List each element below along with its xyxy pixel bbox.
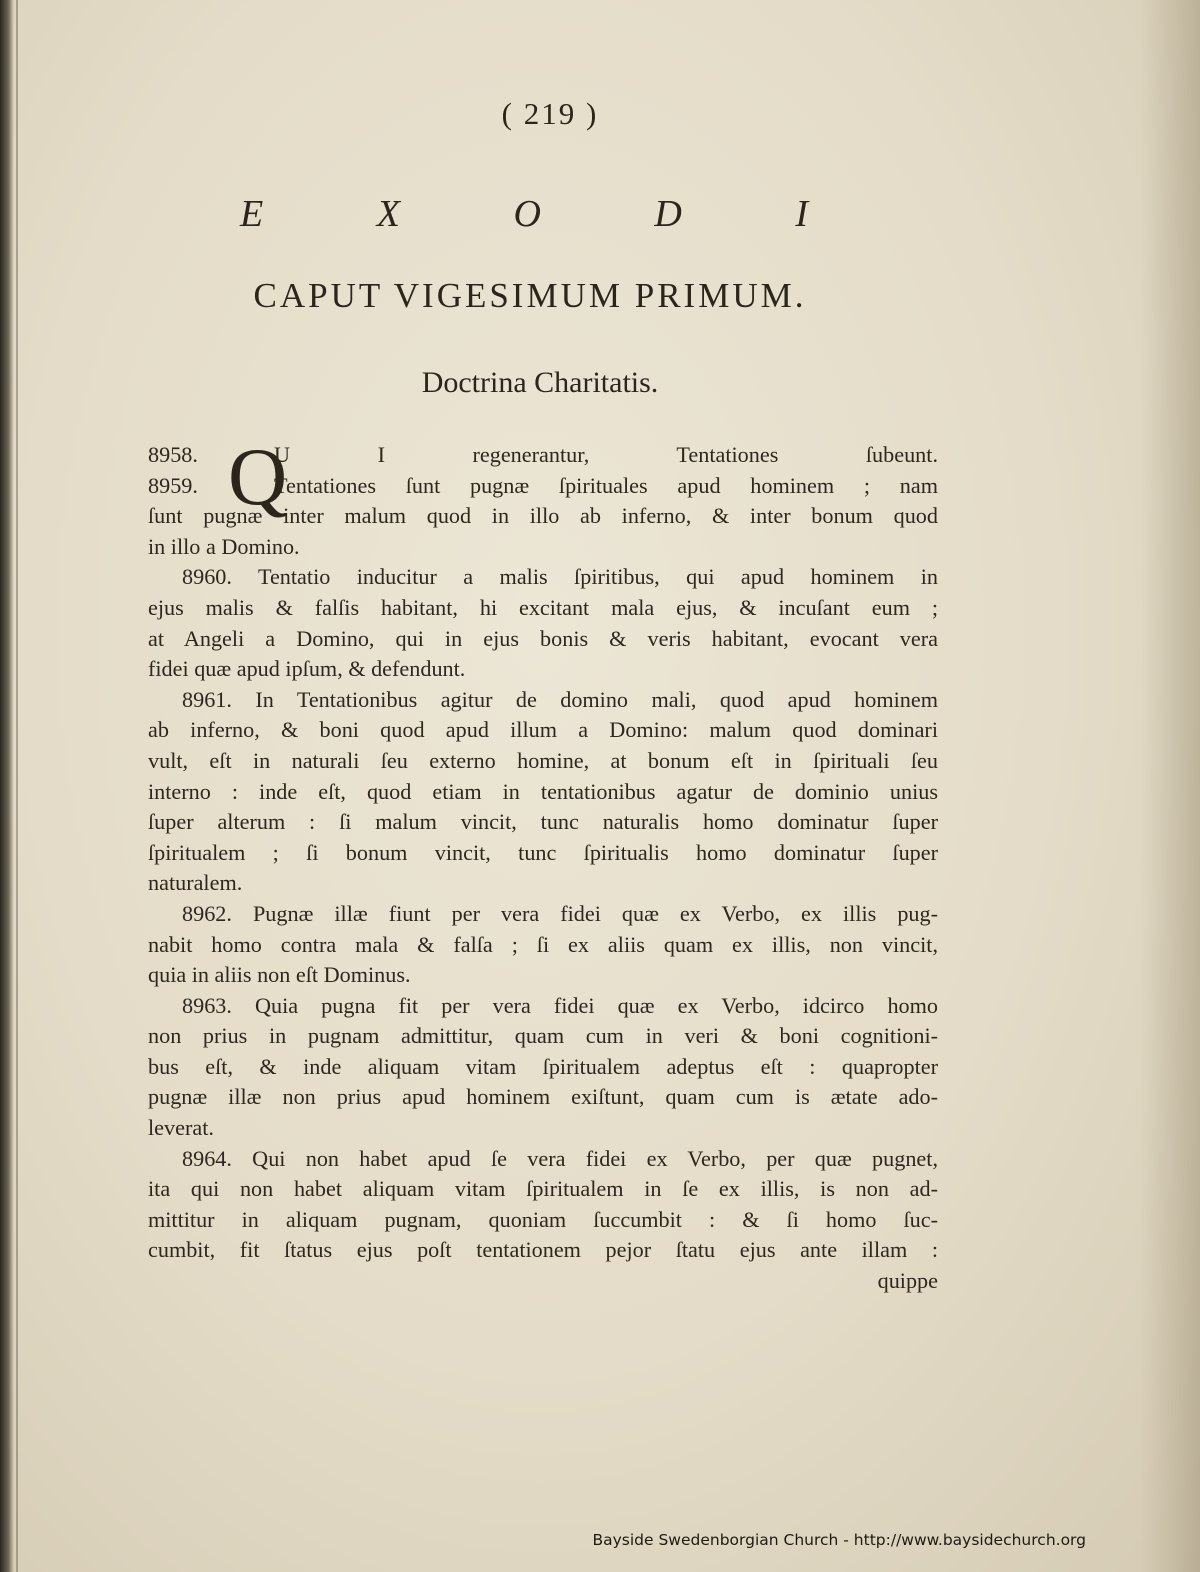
book-title: E X O D I	[240, 193, 860, 235]
paragraph-number: 8958.	[148, 442, 198, 467]
text-line: 8961. In Tentationibus agitur de domino mali, quod apud hominem	[182, 686, 938, 712]
watermark: Bayside Swedenborgian Church - http://www.baysidechurch.org	[592, 1531, 1086, 1549]
text-line: quia in aliis non eſt Dominus.	[148, 962, 411, 988]
chapter-title: CAPUT VIGESIMUM PRIMUM.	[253, 276, 807, 315]
text-line-content: U I regenerantur, Tentationes ſubeunt.	[274, 442, 938, 467]
text-line: leverat.	[148, 1115, 214, 1141]
text-line-second	[148, 471, 938, 502]
paragraph-number: 8959.	[148, 472, 198, 498]
catchword: quippe	[877, 1268, 938, 1294]
dropcap-lines	[148, 440, 938, 501]
text-line: 8960. Tentatio inducitur a malis ſpiritibus, qui apud hominem in	[182, 564, 938, 590]
text-line: non prius in pugnam admittitur, quam cum in veri & boni cognitioni-	[148, 1023, 938, 1049]
text-line: ejus malis & falſis habitant, hi excitant mala ejus, & incuſant eum ;	[148, 594, 938, 620]
text-line: ſunt pugnæ inter malum quod in illo ab inferno, & inter bonum quod	[148, 503, 938, 529]
text-line: ita qui non habet aliquam vitam ſpiritualem in ſe ex illis, is non ad-	[148, 1176, 938, 1202]
page-number: ( 219 )	[501, 96, 599, 131]
text-line: 8963. Quia pugna fit per vera fidei quæ ex Verbo, idcirco homo	[182, 992, 938, 1018]
text-line: interno : inde eſt, quod etiam in tentationibus agatur de dominio unius	[148, 778, 938, 804]
body-text	[148, 431, 938, 1297]
text-line: vult, eſt in naturali ſeu externo homine, at bonum eſt in ſpirituali ſeu	[148, 747, 938, 773]
drop-cap: Q	[228, 431, 288, 522]
text-line: naturalem.	[148, 870, 243, 896]
section-title: Doctrina Charitatis.	[421, 366, 659, 399]
body-lines	[148, 501, 938, 1266]
text-line: bus eſt, & inde aliquam vitam ſpiritualem adeptus eſt : quapropter	[148, 1053, 938, 1079]
text-line: in illo a Domino.	[148, 533, 300, 559]
text-line: nabit homo contra mala & falſa ; ſi ex aliis quam ex illis, non vincit,	[148, 931, 938, 957]
text-line-first	[148, 440, 938, 471]
text-line-content: Tentationes ſunt pugnæ ſpirituales apud hominem ; nam	[274, 472, 938, 498]
right-edge-shade	[1140, 0, 1200, 1572]
text-line: ab inferno, & boni quod apud illum a Domino: malum quod dominari	[148, 717, 938, 743]
text-line: cumbit, fit ſtatus ejus poſt tentationem pejor ſtatu ejus ante illam :	[148, 1237, 938, 1263]
text-line: 8962. Pugnæ illæ fiunt per vera fidei quæ ex Verbo, ex illis pug-	[182, 900, 938, 926]
text-line: at Angeli a Domino, qui in ejus bonis & veris habitant, evocant vera	[148, 625, 938, 651]
text-line: pugnæ illæ non prius apud hominem exiſtunt, quam cum is ætate ado-	[148, 1084, 938, 1110]
text-line: 8964. Qui non habet apud ſe vera fidei ex Verbo, per quæ pugnet,	[182, 1145, 938, 1171]
text-line: fidei quæ apud ipſum, & defendunt.	[148, 656, 466, 682]
text-line: ſuper alterum : ſi malum vincit, tunc naturalis homo dominatur ſuper	[148, 809, 938, 835]
text-line: ſpiritualem ; ſi bonum vincit, tunc ſpiritualis homo dominatur ſuper	[148, 839, 938, 865]
text-line: mittitur in aliquam pugnam, quoniam ſuccumbit : & ſi homo ſuc-	[148, 1206, 938, 1232]
